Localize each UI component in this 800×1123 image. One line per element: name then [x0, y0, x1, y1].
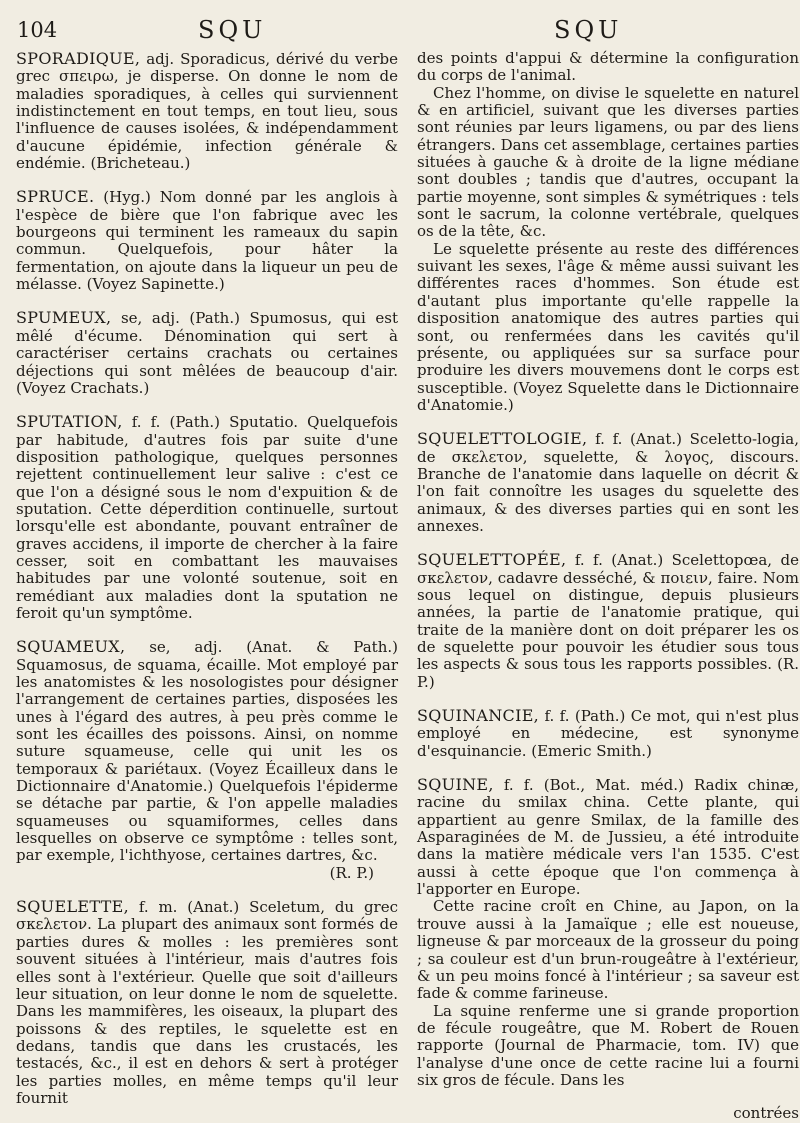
entry-text: La squine renferme une si grande proportion de fécule rougeâtre, que M. Robert de Rouen rapporte (Journal de Pharmacie, tom. IV) que l'analyse d'une once de cette racine lui a fourni six gros de fécule. Dans les [417, 1001, 799, 1089]
left-column [16, 50, 398, 1123]
entry-paragraph [16, 413, 398, 622]
running-head-left: SQU [198, 16, 267, 44]
entry-text: f. f. (Bot., Mat. méd.) Radix chinæ, racine du smilax china. Cette plante, qui appartient au genre Smilax, de la famille des Asparaginées de M. de Jussieu, a été introduite dans la matière médicale vers l'an 1535. C'est aussi à cette époque que l'on commença à l'apporter en Europe. [417, 776, 799, 899]
entry-squameux [16, 638, 398, 882]
entry-text: des points d'appui & détermine la configuration du corps de l'animal. [417, 49, 799, 85]
entry-squelettopee [417, 551, 799, 691]
entry-text: Chez l'homme, on divise le squelette en naturel & en artificiel, suivant que les diverses parties sont réunies par leurs ligamens, ou par des liens étrangers. Dans cet assemblage, certaines parties situées à gauche & à droite de la ligne médiane sont doubles ; tandis que d'autres, occupant la partie moyenne, sont simples & symétriques : tels sont le sacrum, la colonne vertébrale, quelques os de la tête, &c. [417, 83, 799, 241]
headword: SQUELETTOLOGIE, [417, 429, 588, 449]
entry-squine [417, 776, 799, 1089]
entry-squinancie [417, 707, 799, 760]
right-column [417, 50, 799, 1123]
entry-squelette [16, 898, 398, 1107]
entry-squelette-cont [417, 50, 799, 414]
entry-paragraph [417, 85, 799, 241]
entry-paragraph [16, 50, 398, 172]
headword: SPUMEUX, [16, 308, 112, 328]
entry-spruce [16, 188, 398, 293]
entry-text: f. f. (Anat.) Sceletto-logia, de σκελετον, squelette, & λογος, discours. Branche de l'anatomie dans laquelle on décrit & l'on fait connoître les usages du squelette des animaux, & des diverses parties qui en sont les annexes. [417, 430, 799, 535]
running-head-right: SQU [554, 16, 623, 44]
entry-text: (Hyg.) Nom donné par les anglois à l'espèce de bière que l'on fabrique avec les bourgeons qui terminent les rameaux du sapin commun. Quelquefois, pour hâter la fermentation, on ajoute dans la liqueur un peu de mélasse. (Voyez Sapinette.) [16, 188, 398, 294]
entry-squelettologie [417, 430, 799, 535]
catchword: contrées [733, 1104, 799, 1123]
headword: SPUTATION, [16, 412, 123, 432]
headword: SPRUCE. [16, 187, 95, 207]
headword: SQUINANCIE, [417, 706, 540, 726]
entry-paragraph [16, 898, 398, 1107]
headword: SQUAMEUX, [16, 637, 126, 657]
entry-paragraph [417, 50, 799, 85]
entry-paragraph [417, 776, 799, 898]
entry-sputation [16, 413, 398, 622]
entry-paragraph [417, 241, 799, 414]
entry-paragraph [16, 638, 398, 864]
entry-paragraph [16, 309, 398, 397]
entry-text: f. m. (Anat.) Sceletum, du grec σκελετον. La plupart des animaux sont formés de parties dures & molles : les premières sont souvent situées à l'intérieur, mais d'autres fois elles sont à l'extérieur. Quelle que soit d'ailleurs leur situation, on leur donne le nom de squelette. Dans les mammifères, les oiseaux, la plupart des poissons & des reptiles, le squelette est en dedans, tandis que dans les crustacés, les testacés, &c., il est en dehors & sert à protéger les parties molles, en même temps qu'il leur fournit [16, 898, 398, 1107]
entry-paragraph [16, 188, 398, 293]
entry-text: Cette racine croît en Chine, au Japon, on la trouve aussi à la Jamaïque ; elle est noueuse, ligneuse & par morceaux de la grosseur du poing ; sa couleur est d'un brun-rougeâtre à l'extérieur, & un peu moins foncé à l'intérieur ; sa saveur est fade & comme farineuse. [417, 897, 799, 1003]
entry-sporadique [16, 50, 398, 172]
entry-text: adj. Sporadicus, dérivé du verbe grec σπειρω, je disperse. On donne le nom de maladies sporadiques, à celles qui surviennent indistinctement en tout temps, en tout lieu, sous l'influence de causes isolées, & indépendamment d'aucune épidémie, infection générale & endémie. (Bricheteau.) [16, 50, 398, 173]
headword: SQUELETTE, [16, 897, 129, 917]
entry-spumeux [16, 309, 398, 397]
entry-paragraph [417, 551, 799, 691]
entry-paragraph [417, 430, 799, 535]
entry-text: Le squelette présente au reste des différences suivant les sexes, l'âge & même aussi suivant les différentes races d'hommes. Son étude est d'autant plus importante qu'elle rappelle la disposition anatomique des autres parties qui sont, ou renfermées dans les cavités qu'il présente, ou appliquées sur sa surface pour produire les divers mouvemens dont le corps est susceptible. (Voyez Squelette dans le Dictionnaire d'Anatomie.) [417, 239, 799, 414]
entry-text: se, adj. (Path.) Spumosus, qui est mêlé d'écume. Dénomination qui sert à caractériser certains crachats ou certaines déjections qui sont mêlées de beaucoup d'air. (Voyez Crachats.) [16, 309, 398, 397]
entry-paragraph [417, 898, 799, 1002]
headword: SQUELETTOPÉE, [417, 550, 567, 570]
entry-text: se, adj. (Anat. & Path.) Squamosus, de squama, écaille. Mot employé par les anatomistes & les nosologistes pour désigner l'arrangement de certaines parties, disposées les unes à l'égard des autres, à peu près comme le sont les écailles des poissons. Ainsi, on nomme suture squameuse, celle qui unit les os temporaux & pariétaux. (Voyez Écailleux dans le Dictionnaire d'Anatomie.) Quelquefois l'épiderme se détache par partie, & l'on appelle maladies squameuses ou squamiformes, celles dans lesquelles on observe ce symptôme : telles sont, par exemple, l'ichthyose, certaines dartres, &c. [16, 638, 398, 865]
entry-paragraph [417, 1003, 799, 1090]
headword: SQUINE, [417, 775, 494, 795]
entry-paragraph [417, 707, 799, 760]
page-number: 104 [17, 18, 58, 42]
author-signature: (R. P.) [329, 863, 374, 882]
page-header [0, 16, 800, 46]
entry-text: f. f. (Anat.) Scelettopœa, de σκελετον, cadavre desséché, & ποιειν, faire. Nom sous lequel on distingue, depuis plusieurs années, la partie de l'anatomie pratique, qui traite de la manière dont on doit préparer les os de squelette pour pouvoir les étudier sous tous les aspects & sous tous les rapports possibles. (R. P.) [417, 551, 799, 691]
entry-text: f. f. (Path.) Sputatio. Quelquefois par habitude, d'autres fois par suite d'une disposition pathologique, quelques personnes rejettent continuellement leur salive : c'est ce que l'on a désigné sous le nom d'expuition & de sputation. Cette déperdition continuelle, surtout lorsqu'elle est abondante, pouvant entraîner de graves accidens, il importe de chercher à la faire cesser, soit en combattant les mauvaises habitudes par une volonté soutenue, soit en remédiant aux maladies dont la sputation ne feroit qu'un symptôme. [16, 413, 398, 622]
headword: SPORADIQUE, [16, 49, 141, 68]
entry-text: f. f. (Path.) Ce mot, qui n'est plus employé en médecine, est synonyme d'esquinancie. (Emeric Smith.) [417, 707, 799, 760]
